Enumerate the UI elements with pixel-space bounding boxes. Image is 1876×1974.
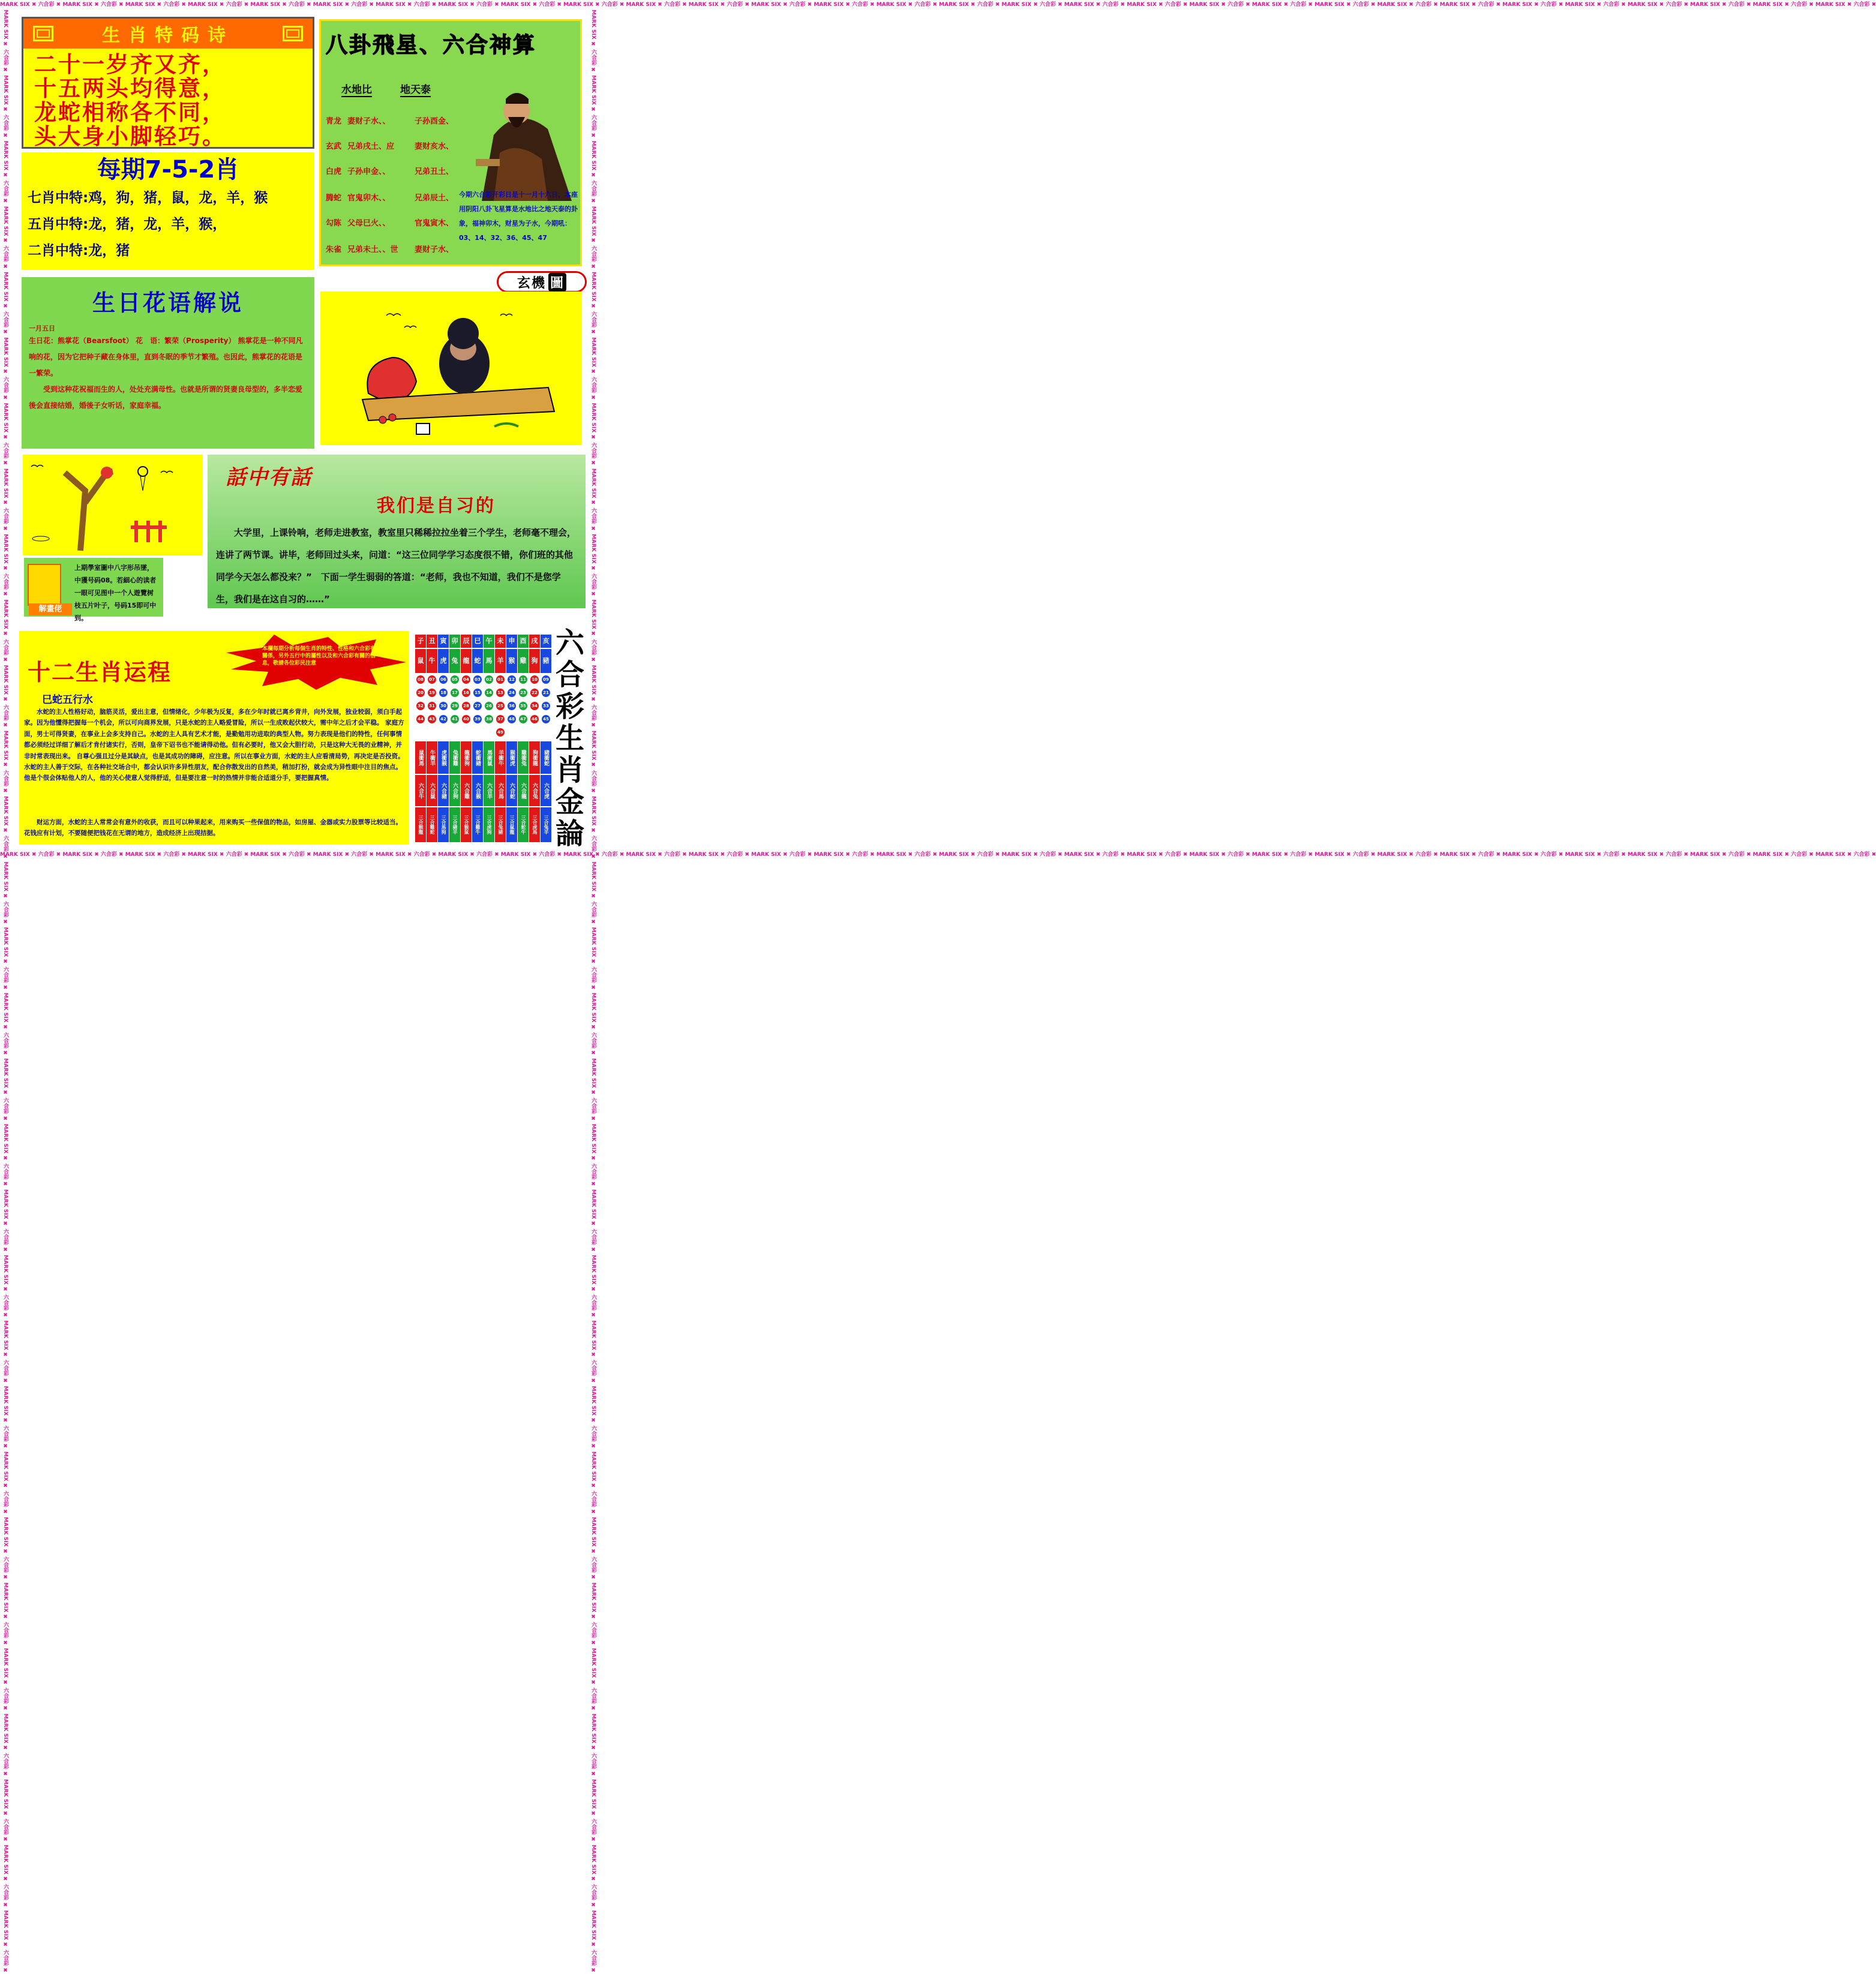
number-ball: 40 xyxy=(462,715,470,723)
number-ball: 03 xyxy=(473,675,482,684)
number-ball: 28 xyxy=(462,702,470,710)
bagua-right: 妻财子水、 xyxy=(415,245,454,254)
clash-cell: 猴衝虎 xyxy=(506,741,517,774)
frame-square-icon xyxy=(283,26,303,41)
number-ball: 16 xyxy=(462,689,470,697)
joke-heading: 話中有話 xyxy=(226,465,312,489)
zodiac-sets-heading: 每期7-5-2肖 xyxy=(97,156,239,184)
clash-cell: 雞衝兔 xyxy=(518,741,529,774)
bagua-left: 子孙申金、、 xyxy=(347,167,391,176)
flower-title: 生日花语解说 xyxy=(92,289,244,316)
poem-line: 二十一岁齐又齐， xyxy=(34,51,226,77)
branch-cell: 寅 xyxy=(438,635,449,648)
zodiac-set-label: 二肖中特: xyxy=(28,243,89,259)
puzzle-label: 解畫佬 xyxy=(29,603,72,615)
sanhe-cell: 三合虎馬 xyxy=(529,807,540,842)
poem-line: 头大身小脚轻巧。 xyxy=(34,123,226,149)
number-ball: 26 xyxy=(485,702,493,710)
clash-cell: 牛衝羊 xyxy=(427,741,437,774)
liuhe-cell: 六合雞 xyxy=(461,775,472,806)
sanhe-cell: 三合兔豬 xyxy=(495,807,506,842)
star-text: 本欄每期分析每個生肖的特性、性格和六合彩有關係，另外五行中的屬性以及和六合彩有關的信息，敬請各位彩民注意 xyxy=(262,646,376,666)
clash-cell: 羊衝牛 xyxy=(495,741,506,774)
number-ball: 12 xyxy=(508,675,516,684)
liuhe-cell: 六合馬 xyxy=(495,775,506,806)
bagua-right: 官鬼寅木、 xyxy=(415,219,454,228)
clash-cell: 豬衝蛇 xyxy=(541,741,551,774)
number-ball: 20 xyxy=(416,689,425,697)
bagua-panel xyxy=(319,19,582,266)
fortune-para: 财运方面，水蛇的主人常常会有意外的收获，而且可以种果起来，用来购买一些保值的物品，如房屋、金器或实力股票等比较适当。花钱应有计划，不要随便把钱花在无谓的地方，造成经济上出现拮据。 xyxy=(24,819,402,837)
number-ball: 39 xyxy=(473,715,482,723)
number-ball: 17 xyxy=(451,689,459,697)
bagua-left: 官鬼卯木、、 xyxy=(347,194,391,203)
sanhe-cell: 三合豬羊 xyxy=(449,807,460,842)
branch-cell: 亥 xyxy=(541,635,551,648)
animal-cell: 猴 xyxy=(506,649,517,673)
animal-cell: 兔 xyxy=(449,649,460,673)
zodiac-set-label: 五肖中特: xyxy=(28,217,89,232)
clash-cell: 龍衝狗 xyxy=(461,741,472,774)
poem-line: 龙蛇相称各不同， xyxy=(34,99,226,125)
frame-top: MARK SIX ✖ 六合彩 ✖ MARK SIX ✖ 六合彩 ✖ MARK SIX ✖ 六合彩 ✖ MARK SIX ✖ 六合彩 ✖ MARK SIX ✖ 六合彩 ✖ MARK SIX ✖ 六合彩 ✖ MARK SIX ✖ 六合彩 ✖ MARK SIX ✖ 六合彩 ✖ MARK SIX ✖ 六合彩 ✖ MARK SIX ✖ 六合彩 ✖ MARK SIX ✖ 六合彩 ✖ MARK SIX ✖ 六合彩 ✖ MARK SIX ✖ 六合彩 ✖ MARK SIX ✖ 六合彩 ✖ MARK SIX ✖ 六合彩 ✖ MARK SIX ✖ 六合彩 ✖ MARK SIX ✖ 六合彩 ✖ MARK SIX ✖ 六合彩 ✖ MARK SIX ✖ 六合彩 ✖ MARK SIX ✖ 六合彩 ✖ MARK SIX ✖ 六合彩 ✖ MARK SIX ✖ 六合彩 ✖ MARK SIX ✖ 六合彩 ✖ MARK SIX ✖ 六合彩 ✖ MARK SIX ✖ 六合彩 ✖ MARK SIX ✖ 六合彩 ✖ MARK SIX ✖ 六合彩 ✖ MARK SIX ✖ 六合彩 ✖ MARK SIX ✖ 六合彩 ✖ MARK SIX ✖ 六合彩 ✖ xyxy=(0,2,1876,8)
liuhe-cell: 六合兔 xyxy=(529,775,540,806)
number-ball: 33 xyxy=(542,702,550,710)
paper-icon xyxy=(28,564,61,606)
sanhe-cell: 三合蛇牛 xyxy=(518,807,529,842)
star-burst xyxy=(226,635,406,690)
branch-cell: 未 xyxy=(495,635,506,648)
number-ball: 22 xyxy=(530,689,539,697)
number-ball: 35 xyxy=(519,702,527,710)
zodiac-set-row xyxy=(22,238,314,264)
animal-cell: 鼠 xyxy=(415,649,426,673)
bagua-god: 青龙 xyxy=(326,117,342,126)
animal-cell: 龍 xyxy=(461,649,472,673)
sage-figure-illustration xyxy=(458,81,578,201)
number-ball: 13 xyxy=(496,689,505,697)
branch-cell: 午 xyxy=(484,635,494,648)
flower-para: 生日花：熊掌花（Bearsfoot） 花 语：繁荣（Prosperity） 熊掌花是一种不同凡响的花，因为它把种子藏在身体里，直到冬眠的季节才繁殖。也因此，熊掌花的花语是一繁荣。 xyxy=(29,336,303,377)
clash-cell: 兔衝雞 xyxy=(449,741,460,774)
number-ball: 27 xyxy=(473,702,482,710)
animal-cell: 牛 xyxy=(427,649,437,673)
number-ball: 14 xyxy=(485,689,493,697)
zodiac-table xyxy=(414,633,552,845)
number-ball: 06 xyxy=(439,675,448,684)
bagua-row xyxy=(326,140,454,151)
sanhe-cell: 三合馬狗 xyxy=(438,807,449,842)
zodiac-set-label: 七肖中特: xyxy=(28,190,89,206)
frame-right: MARK SIX ✖ 六合彩 ✖ MARK SIX ✖ 六合彩 ✖ MARK SIX ✖ 六合彩 ✖ MARK SIX ✖ 六合彩 ✖ MARK SIX ✖ 六合彩 ✖ MARK SIX ✖ 六合彩 ✖ MARK SIX ✖ 六合彩 ✖ MARK SIX ✖ 六合彩 ✖ MARK SIX ✖ 六合彩 ✖ MARK SIX ✖ 六合彩 ✖ MARK SIX ✖ 六合彩 ✖ MARK SIX ✖ 六合彩 ✖ MARK SIX ✖ 六合彩 ✖ MARK SIX ✖ 六合彩 ✖ MARK SIX ✖ 六合彩 ✖ MARK SIX ✖ 六合彩 ✖ MARK SIX ✖ 六合彩 ✖ MARK SIX ✖ 六合彩 ✖ MARK SIX ✖ 六合彩 ✖ MARK SIX ✖ 六合彩 ✖ MARK SIX ✖ 六合彩 ✖ MARK SIX ✖ 六合彩 ✖ MARK SIX ✖ 六合彩 ✖ MARK SIX ✖ 六合彩 ✖ MARK SIX ✖ 六合彩 ✖ MARK SIX ✖ 六合彩 ✖ MARK SIX ✖ 六合彩 ✖ MARK SIX ✖ 六合彩 ✖ MARK SIX ✖ 六合彩 ✖ MARK SIX ✖ 六合彩 ✖ xyxy=(590,10,596,1974)
animal-cell: 虎 xyxy=(438,649,449,673)
sanhe-cell: 三合虎狗 xyxy=(484,807,494,842)
sanhe-cell: 三合兔羊 xyxy=(541,807,551,842)
branch-cell: 申 xyxy=(506,635,517,648)
number-ball: 36 xyxy=(508,702,516,710)
bagua-left: 兄弟戌土、应 xyxy=(347,142,395,151)
number-ball: 46 xyxy=(530,715,539,723)
number-ball: 08 xyxy=(416,675,425,684)
zodiac-set-row xyxy=(22,211,314,238)
xuanji-badge xyxy=(497,271,587,293)
poem-panel xyxy=(22,17,314,149)
number-ball: 19 xyxy=(428,689,436,697)
number-ball: 42 xyxy=(439,715,448,723)
liuhe-cell: 六合鼠 xyxy=(427,775,437,806)
number-ball: 29 xyxy=(451,702,459,710)
sanhe-cell: 三合雞牛 xyxy=(472,807,483,842)
sanhe-cell: 三合鼠龍 xyxy=(506,807,517,842)
clash-cell: 蛇衝豬 xyxy=(472,741,483,774)
number-ball: 25 xyxy=(496,702,505,710)
badge-text: 玄機 xyxy=(517,275,546,291)
number-ball: 45 xyxy=(542,715,550,723)
animal-cell: 蛇 xyxy=(472,649,483,673)
poem-line: 十五两头均得意， xyxy=(34,75,226,101)
sanhe-cell: 三合猴龍 xyxy=(415,807,426,842)
zodiac-set-values: 龙，猪，龙，羊，猴， xyxy=(88,217,227,232)
number-ball: 10 xyxy=(530,675,539,684)
flower-date: 一月五日 xyxy=(29,325,55,332)
joke-panel xyxy=(208,455,586,608)
number-ball: 15 xyxy=(473,689,482,697)
bagua-god: 玄武 xyxy=(326,142,342,151)
sanhe-cell: 三合雞蛇 xyxy=(427,807,437,842)
animal-cell: 豬 xyxy=(541,649,551,673)
liuhe-cell: 六合羊 xyxy=(484,775,494,806)
joke-body: 大学里，上课铃响，老师走进教室，教室里只稀稀拉拉坐着三个学生，老师毫不理会，连讲了两节课。讲毕，老师回过头来，问道：“这三位同学学习态度很不错，你们班的其他同学今天怎么都没来？” 下面一学生弱弱的答道：“老师，我也不知道，我们不是您学生，我们是在这自习的……” xyxy=(216,527,577,605)
bagua-title: 八卦飛星、六合神算 xyxy=(326,33,537,58)
number-ball: 04 xyxy=(462,675,470,684)
bagua-note: 今期六合彩开彩日是十一月十六日，本座用阴阳八卦飞星算是水地比之地天泰的卦象，福神卯木，财星为子水，今期吼：03、14、32、36、45、47 xyxy=(459,191,578,242)
bagua-row xyxy=(326,243,454,254)
number-ball: 24 xyxy=(508,689,516,697)
liuhe-cell: 六合蛇 xyxy=(506,775,517,806)
animal-cell: 羊 xyxy=(495,649,506,673)
number-ball: 38 xyxy=(485,715,493,723)
number-ball: 18 xyxy=(439,689,448,697)
liuhe-cell: 六合虎 xyxy=(541,775,551,806)
liuhe-cell: 六合狗 xyxy=(449,775,460,806)
clash-cell: 狗衝龍 xyxy=(529,741,540,774)
number-ball: 05 xyxy=(451,675,459,684)
number-ball: 37 xyxy=(496,715,505,723)
branch-cell: 戌 xyxy=(529,635,540,648)
flower-panel xyxy=(22,277,314,449)
poem-header xyxy=(23,19,313,49)
number-ball: 48 xyxy=(508,715,516,723)
fortune-title: 十二生肖运程 xyxy=(28,659,172,686)
bagua-right: 子孙酉金、 xyxy=(415,117,454,126)
zodiac-set-values: 鸡，狗，猪，鼠，龙，羊，猴 xyxy=(88,190,268,206)
bagua-row xyxy=(326,165,454,176)
number-ball: 31 xyxy=(428,702,436,710)
zodiac-table-title: 六合彩生肖金論 xyxy=(555,626,584,851)
bagua-left: 妻财子水、、 xyxy=(347,117,391,126)
fortune-panel xyxy=(19,631,409,845)
number-ball: 30 xyxy=(439,702,448,710)
joke-title: 我们是自习的 xyxy=(377,495,496,516)
badge-tag: 圖 xyxy=(548,273,566,292)
liuhe-cell: 六合牛 xyxy=(415,775,426,806)
monkey-cartoon xyxy=(320,292,582,445)
bagua-left: 兄弟未土、、世 xyxy=(347,245,398,254)
zodiac-set-row xyxy=(22,185,314,211)
animal-cell: 狗 xyxy=(529,649,540,673)
clash-cell: 鼠衝馬 xyxy=(415,741,426,774)
number-ball: 43 xyxy=(428,715,436,723)
bagua-right: 妻财亥水、 xyxy=(415,142,454,151)
bagua-row xyxy=(326,115,454,126)
bagua-right: 兄弟辰土、 xyxy=(415,194,454,203)
tree-puzzle-picture xyxy=(23,455,203,555)
branch-cell: 巳 xyxy=(472,635,483,648)
number-ball: 32 xyxy=(416,702,425,710)
frame-left: MARK SIX ✖ 六合彩 ✖ MARK SIX ✖ 六合彩 ✖ MARK SIX ✖ 六合彩 ✖ MARK SIX ✖ 六合彩 ✖ MARK SIX ✖ 六合彩 ✖ MARK SIX ✖ 六合彩 ✖ MARK SIX ✖ 六合彩 ✖ MARK SIX ✖ 六合彩 ✖ MARK SIX ✖ 六合彩 ✖ MARK SIX ✖ 六合彩 ✖ MARK SIX ✖ 六合彩 ✖ MARK SIX ✖ 六合彩 ✖ MARK SIX ✖ 六合彩 ✖ MARK SIX ✖ 六合彩 ✖ MARK SIX ✖ 六合彩 ✖ MARK SIX ✖ 六合彩 ✖ MARK SIX ✖ 六合彩 ✖ MARK SIX ✖ 六合彩 ✖ MARK SIX ✖ 六合彩 ✖ MARK SIX ✖ 六合彩 ✖ MARK SIX ✖ 六合彩 ✖ MARK SIX ✖ 六合彩 ✖ MARK SIX ✖ 六合彩 ✖ MARK SIX ✖ 六合彩 ✖ MARK SIX ✖ 六合彩 ✖ MARK SIX ✖ 六合彩 ✖ MARK SIX ✖ 六合彩 ✖ MARK SIX ✖ 六合彩 ✖ MARK SIX ✖ 六合彩 ✖ MARK SIX ✖ 六合彩 ✖ xyxy=(2,10,8,1974)
bagua-row xyxy=(326,217,454,228)
number-ball: 07 xyxy=(428,675,436,684)
liuhe-cell: 六合猴 xyxy=(472,775,483,806)
fortune-para: 水蛇的主人性格好动，脑筋灵活，爱出主意，但情绪化，少年极为反复，多在少年时就已离乡背井，向外发展，独业较弱，须白手起家。因为他懂得把握每一个机会，所以可向商界发展，只是水蛇的主人略爱冒险，所以一生成败起伏较大，需中年之后才会平稳。 家庭方面，男士可得贤妻，在事业上会多支持自己。水蛇的主人具有艺术才能，是勤勉用功进取的典型人物。努力表现是他们的特性，任何事情都必须经过详细了解后才肯付诸实行，否则，皇帝下诏书也不能请得动他。但有必要时，他又会大胆行动，只是这种大无畏的业精神，并非时常表现出来。 自尊心强且过分是其缺点，也是其成功的障碍，应注意。所以在事业方面，水蛇的主人应看清局势，再决定是否投资。 水蛇的主人善于交际，在各种社交场合中，都会认识许多异性朋友，配合你散发出的自然美，稍加打扮，就会成为异性眼中注目的焦点。 他是个很会体贴他人的人，他的关心使意人觉得舒适，但是要注意一时的热情并非能合适道分手，要把握真情。 xyxy=(24,708,404,782)
tree-illustration xyxy=(23,455,203,555)
number-ball: 02 xyxy=(485,675,493,684)
frame-square-icon xyxy=(33,26,53,41)
animal-cell: 雞 xyxy=(518,649,529,673)
zodiac-sets-panel xyxy=(22,152,314,270)
number-ball: 41 xyxy=(451,715,459,723)
branch-cell: 子 xyxy=(415,635,426,648)
bagua-god: 朱雀 xyxy=(326,245,342,254)
flower-para: 受到这种花祝福而生的人，处处充满母性。也就是所谓的贤妻良母型的，多半恋爱後会直接结婚，婚後子女听话，家庭幸福。 xyxy=(29,385,303,410)
puzzle-text: 上期學室圖中八字形吊墜，中獲号码08。若細心的读者一眼可见图中一个人遊覽树枝五片叶子，号码15即可中到。 xyxy=(74,564,157,622)
number-ball: 47 xyxy=(519,715,527,723)
animal-cell: 馬 xyxy=(484,649,494,673)
puzzle-hint-panel xyxy=(24,558,163,622)
clash-cell: 馬衝鼠 xyxy=(484,741,494,774)
number-ball: 34 xyxy=(530,702,539,710)
sanhe-cell: 三合猴鼠 xyxy=(461,807,472,842)
branch-cell: 辰 xyxy=(461,635,472,648)
bagua-row xyxy=(326,191,454,203)
number-ball: 09 xyxy=(542,675,550,684)
hexagram-right: 地天泰 xyxy=(400,81,431,97)
monkey-illustration xyxy=(320,292,582,445)
frame-bottom: MARK SIX ✖ 六合彩 ✖ MARK SIX ✖ 六合彩 ✖ MARK SIX ✖ 六合彩 ✖ MARK SIX ✖ 六合彩 ✖ MARK SIX ✖ 六合彩 ✖ MARK SIX ✖ 六合彩 ✖ MARK SIX ✖ 六合彩 ✖ MARK SIX ✖ 六合彩 ✖ MARK SIX ✖ 六合彩 ✖ MARK SIX ✖ 六合彩 ✖ MARK SIX ✖ 六合彩 ✖ MARK SIX ✖ 六合彩 ✖ MARK SIX ✖ 六合彩 ✖ MARK SIX ✖ 六合彩 ✖ MARK SIX ✖ 六合彩 ✖ MARK SIX ✖ 六合彩 ✖ MARK SIX ✖ 六合彩 ✖ MARK SIX ✖ 六合彩 ✖ MARK SIX ✖ 六合彩 ✖ MARK SIX ✖ 六合彩 ✖ MARK SIX ✖ 六合彩 ✖ MARK SIX ✖ 六合彩 ✖ MARK SIX ✖ 六合彩 ✖ MARK SIX ✖ 六合彩 ✖ MARK SIX ✖ 六合彩 ✖ MARK SIX ✖ 六合彩 ✖ MARK SIX ✖ 六合彩 ✖ MARK SIX ✖ 六合彩 ✖ MARK SIX ✖ 六合彩 ✖ MARK SIX ✖ 六合彩 ✖ xyxy=(0,852,1876,858)
hexagram-left: 水地比 xyxy=(341,81,372,97)
bagua-left: 父母巳火、、 xyxy=(347,219,391,228)
bagua-god: 白虎 xyxy=(326,167,342,176)
branch-cell: 丑 xyxy=(427,635,437,648)
number-ball: 21 xyxy=(542,689,550,697)
liuhe-cell: 六合豬 xyxy=(438,775,449,806)
number-ball: 01 xyxy=(496,675,505,684)
clash-cell: 虎衝猴 xyxy=(438,741,449,774)
poem-title: 生肖特码诗 xyxy=(102,25,234,46)
liuhe-cell: 六合龍 xyxy=(518,775,529,806)
fortune-subtitle: 巳蛇五行水 xyxy=(42,694,93,706)
zodiac-set-values: 龙，猪 xyxy=(88,243,130,259)
number-ball: 23 xyxy=(519,689,527,697)
bagua-god: 腾蛇 xyxy=(326,194,342,203)
bagua-god: 勾陈 xyxy=(326,219,342,228)
bagua-right: 兄弟丑土、 xyxy=(415,167,454,176)
number-ball: 11 xyxy=(519,675,527,684)
branch-cell: 酉 xyxy=(518,635,529,648)
branch-cell: 卯 xyxy=(449,635,460,648)
number-ball: 49 xyxy=(496,728,505,737)
number-ball: 44 xyxy=(416,715,425,723)
